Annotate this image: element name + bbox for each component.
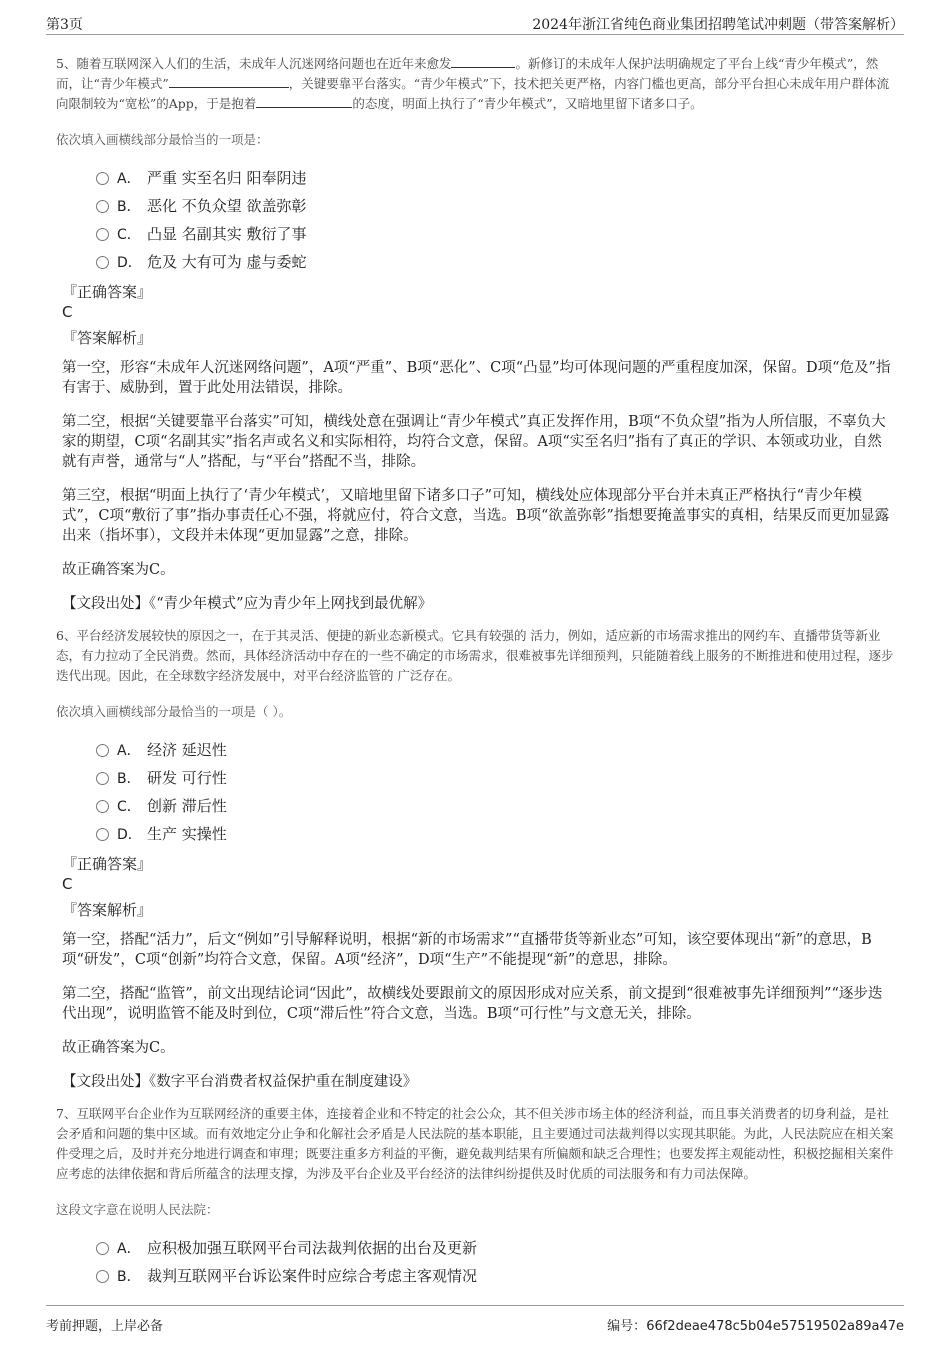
radio-icon[interactable] — [96, 800, 109, 813]
question-prompt: 依次填入画横线部分最恰当的一项是： — [56, 132, 269, 147]
option-d[interactable]: D． 危及 大有可为 虚与委蛇 — [96, 248, 896, 276]
analysis-label: 『答案解析』 — [62, 329, 153, 347]
analysis-conclusion: 故正确答案为C。 — [62, 562, 175, 578]
option-a[interactable]: A． 应积极加强互联网平台司法裁判依据的出台及更新 — [96, 1234, 896, 1262]
document-title: 2024年浙江省纯色商业集团招聘笔试冲刺题（带答案解析） — [532, 17, 904, 33]
option-b[interactable]: B． 裁判互联网平台诉讼案件时应综合考虑主客观情况 — [96, 1262, 896, 1290]
analysis-conclusion: 故正确答案为C。 — [62, 1040, 175, 1056]
question-5 — [56, 54, 896, 614]
analysis-paragraph: 第二空，搭配“监管”，前文出现结论词“因此”，故横线处要跟前文的原因形成对应关系，前文提到“很难被事先详细预判”“逐步迭代出现”，说明监管不能及时到位，C项“滞后性”符合文意，当选。B项“可行性”与文意无关，排除。 — [62, 986, 883, 1022]
page-footer — [46, 1305, 904, 1334]
radio-icon[interactable] — [96, 200, 109, 213]
correct-answer-label: 『正确答案』 — [62, 855, 153, 873]
analysis-label: 『答案解析』 — [62, 901, 153, 919]
option-c[interactable]: C． 凸显 名副其实 敷衍了事 — [96, 220, 896, 248]
option-d[interactable]: D． 生产 实操性 — [96, 820, 896, 848]
radio-icon[interactable] — [96, 1270, 109, 1283]
option-list — [96, 736, 896, 848]
blank-line — [451, 55, 515, 68]
page-number: 第3页 — [46, 17, 83, 33]
radio-icon[interactable] — [96, 256, 109, 269]
question-stem: 7、互联网平台企业作为互联网经济的重要主体，连接着企业和不特定的社会公众，其不但关涉市场主体的经济利益，而且事关消费者的切身利益，是社会矛盾和问题的集中区域。而有效地定分止争和化解社会矛盾是人民法院的基本职能，且主要通过司法裁判得以实现其职能。为此，人民法院应在相关案件受理之后，及时并充分地进行调查和审理；既要注重多方利益的平衡，避免裁判结果有所偏颇和缺乏合理性；也要发挥主观能动性，积极挖掘相关案件应考虑的法律依据和背后所蕴含的法理支撑，为涉及平台企业及平台经济的法律纠纷提供及时优质的司法服务和有力司法保障。 — [56, 1106, 894, 1181]
content — [56, 54, 896, 1290]
option-b[interactable]: B． 研发 可行性 — [96, 764, 896, 792]
source-citation: 【文段出处】《数字平台消费者权益保护重在制度建设》 — [62, 1074, 418, 1090]
radio-icon[interactable] — [96, 1242, 109, 1255]
correct-answer: C — [62, 303, 73, 321]
question-prompt: 这段文字意在说明人民法院： — [56, 1202, 219, 1217]
analysis-paragraph: 第一空，形容“未成年人沉迷网络问题”，A项“严重”、B项“恶化”、C项“凸显”均可体现问题的严重程度加深，保留。D项“危及”指有害于、威胁到，置于此处用法错误，排除。 — [62, 360, 891, 396]
question-6 — [56, 626, 896, 1092]
radio-icon[interactable] — [96, 772, 109, 785]
option-a[interactable]: A． 严重 实至名归 阳奉阴违 — [96, 164, 896, 192]
question-stem: 5、随着互联网深入人们的生活，未成年人沉迷网络问题也在近年来愈发 。新修订的未成年人保护法明确规定了平台上线“青少年模式”，然而，让“青少年模式” ，关键要靠平台落实。“青少年模式”下，技术把关更严格，内容门槛也更高，部分平台担心未成年用户群体流向限制较为“宽松”的App，于是抱着 的态度，明面上执行了“青少年模式”，又暗地里留下诸多口子。 — [56, 56, 890, 111]
blank-line — [169, 75, 289, 88]
source-citation: 【文段出处】《“青少年模式”应为青少年上网找到最优解》 — [62, 596, 433, 612]
answer-block — [62, 282, 896, 614]
footer-slogan: 考前押题，上岸必备 — [46, 1319, 164, 1334]
radio-icon[interactable] — [96, 828, 109, 841]
analysis-paragraph: 第二空，根据“关键要靠平台落实”可知，横线处意在强调让“青少年模式”真正发挥作用，B项“不负众望”指为人所信服，不辜负大家的期望，C项“名副其实”指名声或名义和实际相符，均符合文意，保留。A项“实至名归”指有了真正的学识、本领或功业，自然就有声誉，通常与“人”搭配，与“平台”搭配不当，排除。 — [62, 414, 886, 470]
option-list — [96, 164, 896, 276]
option-c[interactable]: C． 创新 滞后性 — [96, 792, 896, 820]
question-7 — [56, 1104, 896, 1290]
question-stem: 6、平台经济发展较快的原因之一，在于其灵活、便捷的新业态新模式。它具有较强的 活力，例如，适应新的市场需求推出的网约车、直播带货等新业态，有力拉动了全民消费。然而，具体经济活动中存在的一些不确定的市场需求，很难被事先详细预判，只能随着线上服务的不断推进和使用过程，逐步迭代出现。因此，在全球数字经济发展中，对平台经济监管的 广泛存在。 — [56, 628, 894, 683]
analysis-paragraph: 第一空，搭配“活力”，后文“例如”引导解释说明，根据“新的市场需求”“直播带货等新业态”可知，该空要体现出“新”的意思，B项“研发”，C项“创新”均符合文意，保留。A项“经济”，D项“生产”不能提现“新”的意思，排除。 — [62, 932, 872, 968]
analysis-paragraph: 第三空，根据“明面上执行了‘青少年模式’，又暗地里留下诸多口子”可知，横线处应体现部分平台并未真正严格执行“青少年模式”，C项“敷衍了事”指办事责任心不强，将就应付，符合文意，当选。B项“欲盖弥彰”指想要掩盖事实的真相，结果反而更加显露出来（指坏事），文段并未体现“更加显露”之意，排除。 — [62, 488, 890, 544]
option-list — [96, 1234, 896, 1290]
radio-icon[interactable] — [96, 228, 109, 241]
radio-icon[interactable] — [96, 744, 109, 757]
correct-answer-label: 『正确答案』 — [62, 283, 153, 301]
option-a[interactable]: A． 经济 延迟性 — [96, 736, 896, 764]
option-b[interactable]: B． 恶化 不负众望 欲盖弥彰 — [96, 192, 896, 220]
blank-line — [256, 95, 352, 108]
page-header — [46, 12, 904, 35]
document-code: 编号：66f2deae478c5b04e57519502a89a47e — [607, 1319, 904, 1334]
question-prompt: 依次填入画横线部分最恰当的一项是（ ）。 — [56, 704, 292, 719]
correct-answer: C — [62, 875, 73, 893]
radio-icon[interactable] — [96, 172, 109, 185]
answer-block — [62, 854, 896, 1092]
